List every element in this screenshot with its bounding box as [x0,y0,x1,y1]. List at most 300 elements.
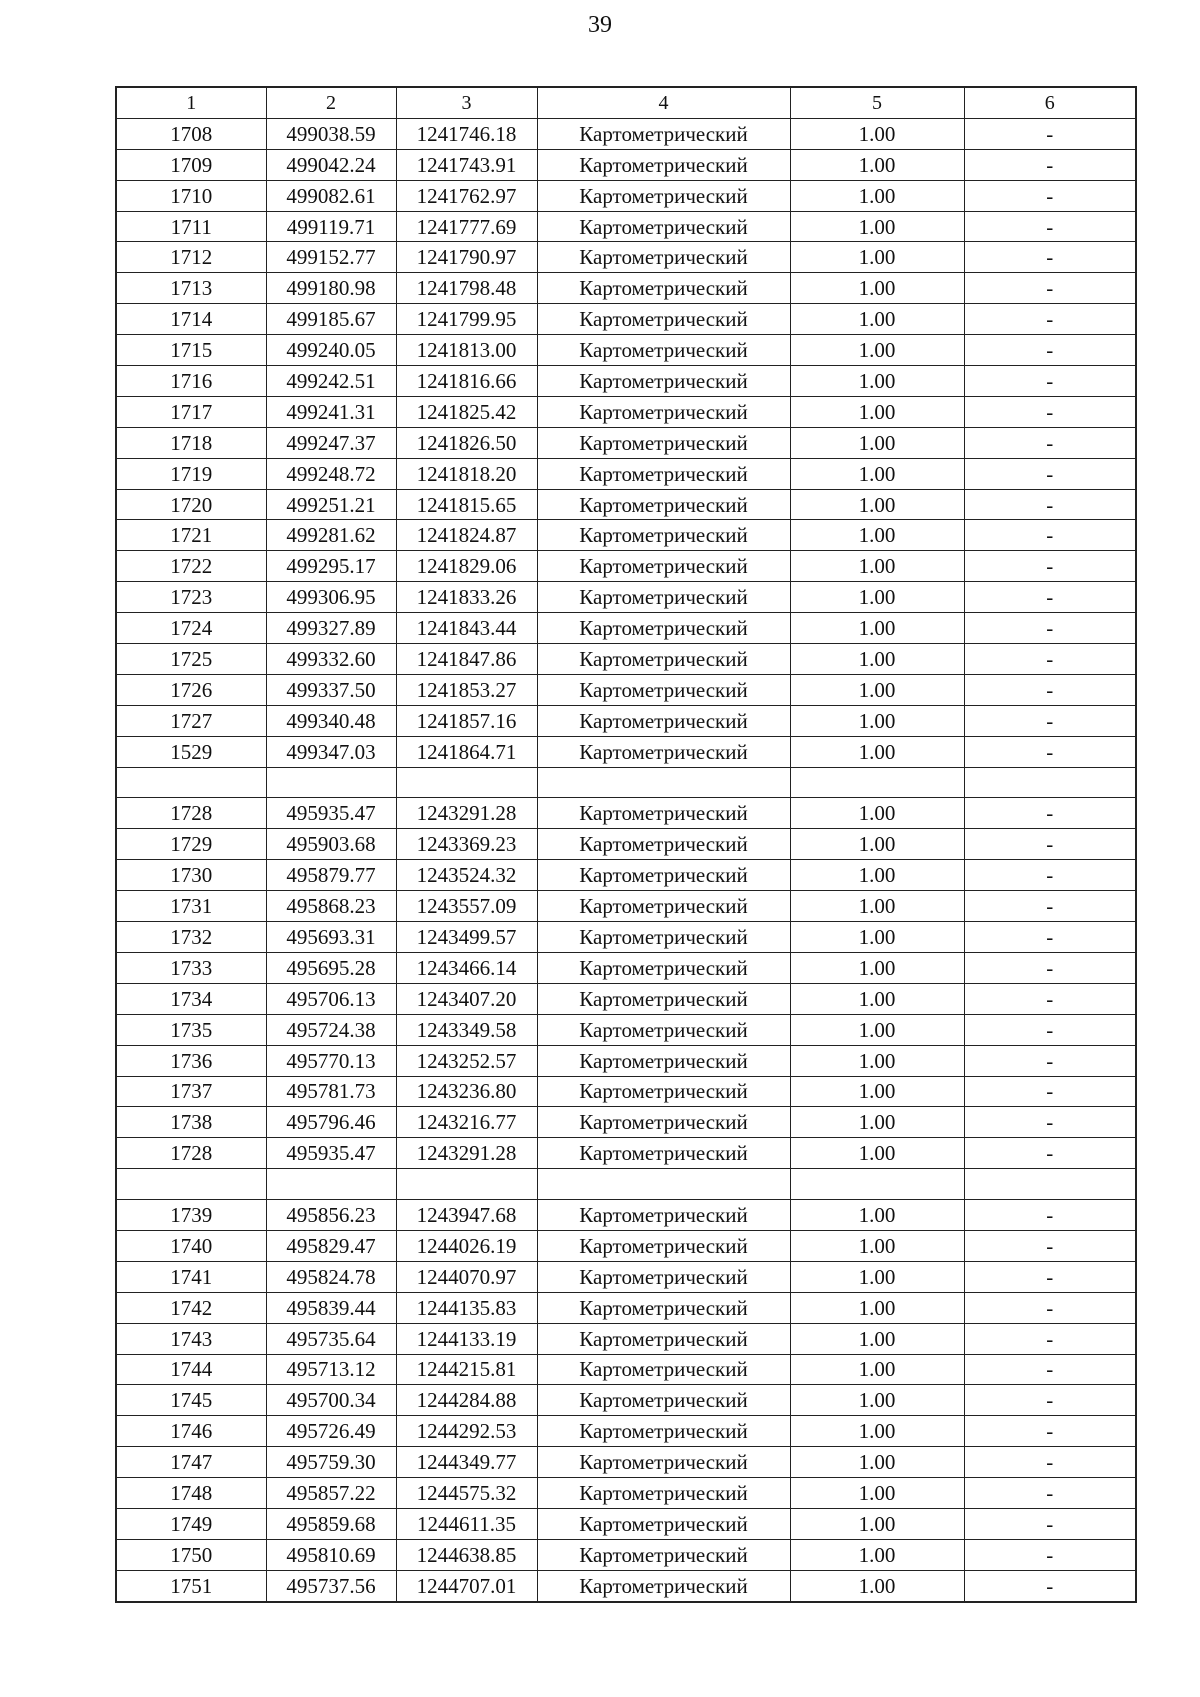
cell-coordinate-y: 1241864.71 [396,736,537,767]
cell-accuracy: 1.00 [790,1478,964,1509]
cell-coordinate-y: 1241816.66 [396,366,537,397]
cell-coordinate-y: 1241818.20 [396,458,537,489]
cell-point-number: 1529 [116,736,266,767]
table-row [116,118,1136,149]
cell-note: - [964,1508,1136,1539]
cell-method: Картометрический [537,520,790,551]
cell-point-number: 1729 [116,829,266,860]
cell-coordinate-y: 1243466.14 [396,952,537,983]
cell-point-number: 1715 [116,335,266,366]
cell-coordinate-x: 495695.28 [266,952,396,983]
cell-coordinate-x: 495796.46 [266,1107,396,1138]
table-row [116,1447,1136,1478]
cell-coordinate-y: 1244284.88 [396,1385,537,1416]
cell-coordinate-y: 1244135.83 [396,1292,537,1323]
cell-accuracy: 1.00 [790,1354,964,1385]
cell-coordinate-y: 1241829.06 [396,551,537,582]
cell-point-number [116,1169,266,1200]
cell-accuracy: 1.00 [790,705,964,736]
cell-coordinate-y: 1241813.00 [396,335,537,366]
cell-note: - [964,118,1136,149]
cell-note: - [964,366,1136,397]
cell-accuracy [790,1169,964,1200]
table-row [116,211,1136,242]
cell-point-number: 1742 [116,1292,266,1323]
table-row [116,767,1136,798]
cell-note: - [964,1539,1136,1570]
cell-method: Картометрический [537,427,790,458]
cell-method: Картометрический [537,582,790,613]
cell-method: Картометрический [537,1323,790,1354]
cell-point-number [116,767,266,798]
cell-note: - [964,396,1136,427]
cell-accuracy: 1.00 [790,489,964,520]
table-row [116,613,1136,644]
cell-coordinate-x: 495935.47 [266,1138,396,1169]
cell-accuracy: 1.00 [790,396,964,427]
column-header: 3 [396,87,537,118]
cell-coordinate-x: 499340.48 [266,705,396,736]
table-row [116,1169,1136,1200]
cell-note: - [964,458,1136,489]
cell-accuracy: 1.00 [790,922,964,953]
cell-coordinate-y: 1243499.57 [396,922,537,953]
table-body [116,118,1136,1601]
cell-accuracy: 1.00 [790,644,964,675]
cell-coordinate-y: 1243947.68 [396,1200,537,1231]
table-row [116,1539,1136,1570]
cell-note: - [964,829,1136,860]
cell-method: Картометрический [537,180,790,211]
cell-coordinate-y: 1244575.32 [396,1478,537,1509]
cell-accuracy: 1.00 [790,366,964,397]
table-row [116,952,1136,983]
table-row [116,705,1136,736]
cell-method: Картометрический [537,242,790,273]
cell-coordinate-x: 495857.22 [266,1478,396,1509]
cell-coordinate-y: 1244026.19 [396,1230,537,1261]
cell-note: - [964,952,1136,983]
cell-point-number: 1743 [116,1323,266,1354]
cell-note: - [964,674,1136,705]
table-row [116,1292,1136,1323]
cell-method: Картометрический [537,1508,790,1539]
cell-coordinate-x: 495781.73 [266,1076,396,1107]
cell-coordinate-y: 1243252.57 [396,1045,537,1076]
table-row [116,922,1136,953]
cell-accuracy: 1.00 [790,211,964,242]
cell-point-number: 1740 [116,1230,266,1261]
cell-coordinate-x [266,767,396,798]
cell-point-number: 1751 [116,1570,266,1601]
cell-coordinate-x: 495935.47 [266,798,396,829]
cell-point-number: 1730 [116,860,266,891]
table-row [116,1385,1136,1416]
table-row [116,366,1136,397]
cell-accuracy: 1.00 [790,1045,964,1076]
cell-method: Картометрический [537,1200,790,1231]
cell-note: - [964,304,1136,335]
cell-point-number: 1746 [116,1416,266,1447]
table-row [116,798,1136,829]
cell-point-number: 1708 [116,118,266,149]
cell-point-number: 1749 [116,1508,266,1539]
cell-coordinate-x: 495700.34 [266,1385,396,1416]
cell-accuracy: 1.00 [790,273,964,304]
cell-accuracy: 1.00 [790,829,964,860]
table-row [116,736,1136,767]
cell-accuracy: 1.00 [790,1230,964,1261]
cell-method: Картометрический [537,891,790,922]
coordinates-table [115,86,1137,1603]
cell-accuracy: 1.00 [790,1261,964,1292]
column-header: 1 [116,87,266,118]
cell-note: - [964,489,1136,520]
cell-note: - [964,736,1136,767]
cell-note: - [964,1076,1136,1107]
cell-note: - [964,273,1136,304]
table-row [116,180,1136,211]
cell-point-number: 1724 [116,613,266,644]
cell-coordinate-x: 495693.31 [266,922,396,953]
table-row [116,860,1136,891]
column-header: 4 [537,87,790,118]
cell-coordinate-y: 1241799.95 [396,304,537,335]
cell-method: Картометрический [537,366,790,397]
cell-method: Картометрический [537,860,790,891]
table-row [116,396,1136,427]
cell-method: Картометрический [537,1416,790,1447]
cell-point-number: 1719 [116,458,266,489]
cell-coordinate-x: 499248.72 [266,458,396,489]
cell-coordinate-y: 1244070.97 [396,1261,537,1292]
cell-point-number: 1734 [116,983,266,1014]
cell-coordinate-y: 1241746.18 [396,118,537,149]
cell-accuracy: 1.00 [790,551,964,582]
cell-note: - [964,1107,1136,1138]
cell-coordinate-y: 1241857.16 [396,705,537,736]
table-row [116,674,1136,705]
table-row [116,1045,1136,1076]
cell-note: - [964,1230,1136,1261]
table-row [116,1107,1136,1138]
cell-coordinate-y: 1243236.80 [396,1076,537,1107]
table-row [116,335,1136,366]
table-row [116,1508,1136,1539]
cell-method: Картометрический [537,396,790,427]
cell-method: Картометрический [537,335,790,366]
cell-accuracy: 1.00 [790,1014,964,1045]
cell-coordinate-x: 495839.44 [266,1292,396,1323]
cell-coordinate-x: 495868.23 [266,891,396,922]
table-row [116,242,1136,273]
table-row [116,149,1136,180]
cell-accuracy: 1.00 [790,1385,964,1416]
cell-coordinate-y [396,767,537,798]
cell-accuracy: 1.00 [790,1447,964,1478]
cell-accuracy: 1.00 [790,798,964,829]
table-row [116,983,1136,1014]
cell-coordinate-y: 1243557.09 [396,891,537,922]
cell-coordinate-x: 499038.59 [266,118,396,149]
cell-coordinate-y: 1241762.97 [396,180,537,211]
cell-note: - [964,891,1136,922]
cell-coordinate-y: 1244292.53 [396,1416,537,1447]
cell-coordinate-y: 1241824.87 [396,520,537,551]
cell-note: - [964,1478,1136,1509]
cell-accuracy: 1.00 [790,1416,964,1447]
cell-note: - [964,520,1136,551]
cell-coordinate-x: 499042.24 [266,149,396,180]
column-header: 6 [964,87,1136,118]
cell-accuracy: 1.00 [790,118,964,149]
table-row [116,891,1136,922]
cell-method: Картометрический [537,458,790,489]
cell-method: Картометрический [537,1539,790,1570]
cell-coordinate-x: 499281.62 [266,520,396,551]
cell-accuracy: 1.00 [790,891,964,922]
cell-note: - [964,1261,1136,1292]
cell-method: Картометрический [537,952,790,983]
cell-note: - [964,149,1136,180]
cell-coordinate-y: 1244707.01 [396,1570,537,1601]
cell-point-number: 1728 [116,1138,266,1169]
cell-coordinate-y: 1241743.91 [396,149,537,180]
cell-coordinate-x: 495759.30 [266,1447,396,1478]
cell-note: - [964,1570,1136,1601]
table-row [116,304,1136,335]
cell-method: Картометрический [537,674,790,705]
table-row [116,489,1136,520]
cell-method: Картометрический [537,613,790,644]
cell-coordinate-x: 499332.60 [266,644,396,675]
cell-coordinate-x: 499247.37 [266,427,396,458]
cell-accuracy: 1.00 [790,520,964,551]
cell-method: Картометрический [537,1107,790,1138]
cell-point-number: 1710 [116,180,266,211]
cell-coordinate-x: 495859.68 [266,1508,396,1539]
cell-point-number: 1712 [116,242,266,273]
cell-coordinate-x: 499306.95 [266,582,396,613]
cell-coordinate-x: 495735.64 [266,1323,396,1354]
cell-accuracy: 1.00 [790,458,964,489]
cell-point-number: 1739 [116,1200,266,1231]
cell-method: Картометрический [537,1385,790,1416]
cell-point-number: 1711 [116,211,266,242]
cell-accuracy: 1.00 [790,983,964,1014]
cell-coordinate-x: 495737.56 [266,1570,396,1601]
table-row [116,1138,1136,1169]
table-row [116,582,1136,613]
cell-coordinate-y: 1243369.23 [396,829,537,860]
table-row [116,1076,1136,1107]
cell-method: Картометрический [537,273,790,304]
cell-accuracy: 1.00 [790,1292,964,1323]
table-row [116,1354,1136,1385]
cell-coordinate-x [266,1169,396,1200]
cell-note [964,1169,1136,1200]
cell-method: Картометрический [537,1045,790,1076]
cell-method: Картометрический [537,489,790,520]
cell-coordinate-y: 1244133.19 [396,1323,537,1354]
cell-coordinate-x: 495903.68 [266,829,396,860]
cell-note: - [964,427,1136,458]
cell-coordinate-x: 499240.05 [266,335,396,366]
cell-coordinate-y: 1241777.69 [396,211,537,242]
cell-point-number: 1735 [116,1014,266,1045]
cell-method: Картометрический [537,922,790,953]
cell-coordinate-x: 499152.77 [266,242,396,273]
cell-method: Картометрический [537,1261,790,1292]
cell-note: - [964,582,1136,613]
cell-coordinate-x: 499082.61 [266,180,396,211]
cell-accuracy: 1.00 [790,860,964,891]
cell-accuracy: 1.00 [790,180,964,211]
cell-point-number: 1731 [116,891,266,922]
cell-point-number: 1750 [116,1539,266,1570]
column-header: 5 [790,87,964,118]
cell-method: Картометрический [537,705,790,736]
cell-method: Картометрический [537,118,790,149]
cell-coordinate-x: 499185.67 [266,304,396,335]
cell-note: - [964,1138,1136,1169]
cell-accuracy: 1.00 [790,335,964,366]
cell-note: - [964,1014,1136,1045]
cell-method: Картометрический [537,829,790,860]
table-row [116,427,1136,458]
cell-point-number: 1722 [116,551,266,582]
cell-note: - [964,705,1136,736]
cell-coordinate-y: 1243524.32 [396,860,537,891]
table-row [116,1261,1136,1292]
cell-coordinate-y: 1241798.48 [396,273,537,304]
cell-note: - [964,551,1136,582]
cell-coordinate-y: 1241825.42 [396,396,537,427]
table-row [116,273,1136,304]
cell-method: Картометрический [537,1292,790,1323]
cell-point-number: 1727 [116,705,266,736]
cell-coordinate-x: 499242.51 [266,366,396,397]
cell-note: - [964,180,1136,211]
cell-coordinate-y: 1241790.97 [396,242,537,273]
cell-note: - [964,644,1136,675]
cell-point-number: 1718 [116,427,266,458]
cell-method: Картометрический [537,1354,790,1385]
cell-coordinate-y: 1243291.28 [396,1138,537,1169]
cell-method: Картометрический [537,1014,790,1045]
cell-method: Картометрический [537,1447,790,1478]
table-header-row [116,87,1136,118]
cell-point-number: 1738 [116,1107,266,1138]
cell-coordinate-x: 495713.12 [266,1354,396,1385]
cell-point-number: 1716 [116,366,266,397]
table-row [116,520,1136,551]
cell-method: Картометрический [537,983,790,1014]
cell-coordinate-y: 1241833.26 [396,582,537,613]
cell-method [537,1169,790,1200]
cell-coordinate-x: 495724.38 [266,1014,396,1045]
cell-coordinate-x: 499180.98 [266,273,396,304]
cell-note: - [964,1447,1136,1478]
cell-note: - [964,211,1136,242]
cell-coordinate-y: 1244215.81 [396,1354,537,1385]
cell-coordinate-x: 495706.13 [266,983,396,1014]
cell-coordinate-y: 1243407.20 [396,983,537,1014]
cell-note: - [964,1416,1136,1447]
cell-note: - [964,1385,1136,1416]
cell-coordinate-x: 495856.23 [266,1200,396,1231]
cell-point-number: 1726 [116,674,266,705]
cell-note: - [964,335,1136,366]
cell-method: Картометрический [537,149,790,180]
cell-coordinate-x: 495726.49 [266,1416,396,1447]
table-row [116,551,1136,582]
table-row [116,458,1136,489]
cell-note: - [964,1200,1136,1231]
table-row [116,1323,1136,1354]
cell-point-number: 1721 [116,520,266,551]
cell-method: Картометрический [537,644,790,675]
cell-method: Картометрический [537,304,790,335]
cell-note: - [964,922,1136,953]
cell-point-number: 1713 [116,273,266,304]
table-row [116,1014,1136,1045]
column-header: 2 [266,87,396,118]
cell-coordinate-x: 499347.03 [266,736,396,767]
cell-point-number: 1736 [116,1045,266,1076]
cell-point-number: 1744 [116,1354,266,1385]
cell-note: - [964,860,1136,891]
cell-accuracy: 1.00 [790,1323,964,1354]
cell-accuracy: 1.00 [790,242,964,273]
cell-accuracy: 1.00 [790,1508,964,1539]
cell-note: - [964,983,1136,1014]
table-row [116,1200,1136,1231]
cell-note: - [964,613,1136,644]
cell-coordinate-x: 495824.78 [266,1261,396,1292]
cell-point-number: 1728 [116,798,266,829]
cell-accuracy: 1.00 [790,952,964,983]
cell-coordinate-y: 1243291.28 [396,798,537,829]
table-row [116,1416,1136,1447]
cell-coordinate-y: 1243349.58 [396,1014,537,1045]
cell-coordinate-x: 499119.71 [266,211,396,242]
cell-method: Картометрический [537,798,790,829]
cell-coordinate-y: 1241843.44 [396,613,537,644]
cell-point-number: 1737 [116,1076,266,1107]
cell-note: - [964,1354,1136,1385]
cell-coordinate-x: 499251.21 [266,489,396,520]
cell-accuracy: 1.00 [790,1138,964,1169]
cell-point-number: 1723 [116,582,266,613]
cell-accuracy: 1.00 [790,582,964,613]
cell-method: Картометрический [537,1076,790,1107]
page-number: 39 [588,12,612,38]
cell-coordinate-x: 499241.31 [266,396,396,427]
cell-method: Картометрический [537,1570,790,1601]
cell-coordinate-y: 1244349.77 [396,1447,537,1478]
cell-point-number: 1741 [116,1261,266,1292]
cell-accuracy: 1.00 [790,1200,964,1231]
cell-coordinate-y: 1241847.86 [396,644,537,675]
cell-coordinate-x: 499295.17 [266,551,396,582]
cell-accuracy: 1.00 [790,1107,964,1138]
cell-point-number: 1709 [116,149,266,180]
table-row [116,1230,1136,1261]
cell-accuracy: 1.00 [790,1570,964,1601]
cell-note: - [964,242,1136,273]
cell-method: Картометрический [537,551,790,582]
